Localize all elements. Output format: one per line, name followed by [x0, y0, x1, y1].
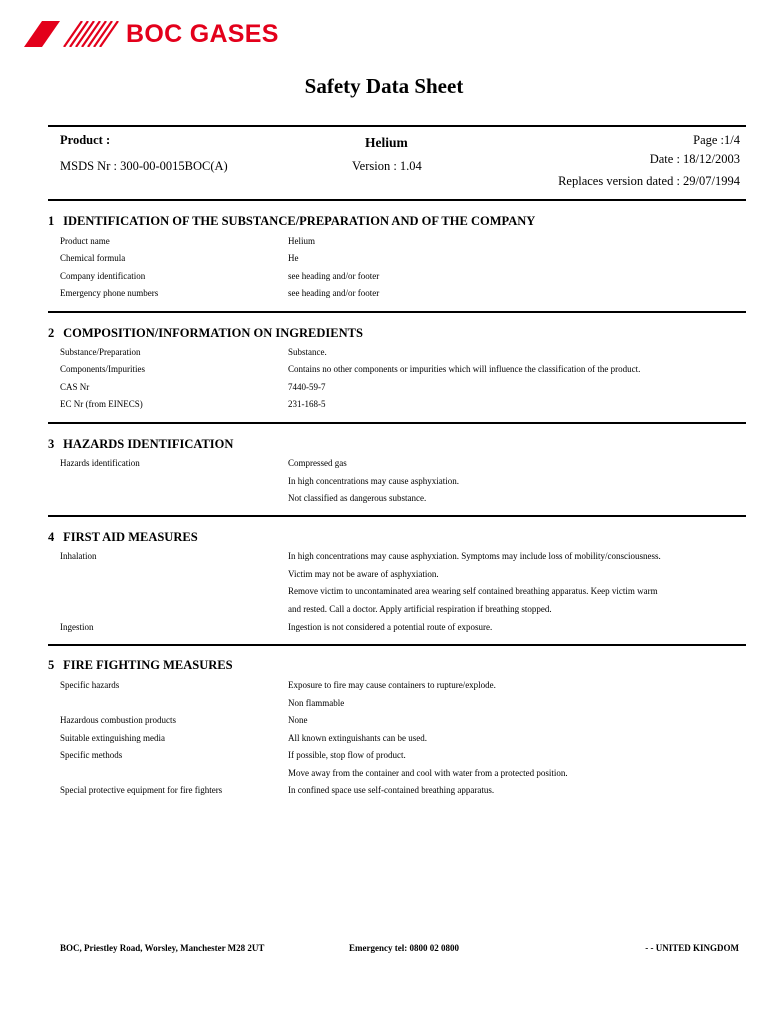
field-value: All known extinguishants can be used. [288, 733, 427, 743]
field-label: Emergency phone numbers [60, 288, 159, 298]
field-value: If possible, stop flow of product. [288, 750, 406, 760]
section-number: 2 [48, 326, 55, 340]
field-value: Substance. [288, 347, 327, 357]
section-heading: FIRST AID MEASURES [63, 530, 198, 544]
field-label: Chemical formula [60, 253, 126, 263]
msds-number: MSDS Nr : 300-00-0015BOC(A) [60, 159, 228, 173]
section-4-rule [48, 515, 746, 517]
section-number: 4 [48, 530, 55, 544]
footer-address: BOC, Priestley Road, Worsley, Manchester M28 2UT [60, 943, 265, 953]
field-value: Not classified as dangerous substance. [288, 493, 427, 503]
boc-stripes-logo-icon [24, 21, 120, 47]
footer-emergency: Emergency tel: 0800 02 0800 [349, 943, 459, 953]
version: Version : 1.04 [352, 159, 422, 173]
section-number: 5 [48, 658, 55, 672]
field-label: CAS Nr [60, 382, 90, 392]
field-value: In high concentrations may cause asphyxiation. Symptoms may include loss of mobility/consciousness. [288, 551, 661, 561]
section-number: 3 [48, 437, 55, 451]
field-label: Hazards identification [60, 458, 140, 468]
section-heading: FIRE FIGHTING MEASURES [63, 658, 233, 672]
field-label: Product name [60, 236, 110, 246]
field-value: In confined space use self-contained breathing apparatus. [288, 785, 495, 795]
field-value: and rested. Call a doctor. Apply artificial respiration if breathing stopped. [288, 604, 552, 614]
field-value: Move away from the container and cool with water from a protected position. [288, 768, 568, 778]
field-value: Compressed gas [288, 458, 347, 468]
section-2-rule [48, 311, 746, 313]
field-value: see heading and/or footer [288, 288, 380, 298]
section-2-title [48, 326, 363, 341]
section-1-rule [48, 199, 746, 201]
field-value: 7440-59-7 [288, 382, 326, 392]
field-value: None [288, 715, 308, 725]
logo-text: BOC GASES [126, 19, 279, 48]
field-value: Victim may not be aware of asphyxiation. [288, 569, 439, 579]
product-name: Helium [365, 135, 408, 150]
section-5-rule [48, 644, 746, 646]
section-heading: COMPOSITION/INFORMATION ON INGREDIENTS [63, 326, 363, 340]
field-label: Specific hazards [60, 680, 120, 690]
field-label: Substance/Preparation [60, 347, 141, 357]
field-value: He [288, 253, 299, 263]
field-value: Non flammable [288, 698, 345, 708]
field-value: Exposure to fire may cause containers to rupture/explode. [288, 680, 496, 690]
field-value: In high concentrations may cause asphyxiation. [288, 476, 459, 486]
footer-country: - - UNITED KINGDOM [645, 943, 739, 953]
boc-gases-logo [24, 18, 279, 50]
section-3-title [48, 437, 233, 452]
field-value: Contains no other components or impurities which will influence the classification of the product. [288, 364, 641, 374]
header-rule [48, 125, 746, 127]
field-label: Inhalation [60, 551, 97, 561]
field-label: Ingestion [60, 622, 94, 632]
section-3-rule [48, 422, 746, 424]
replaces-version: Replaces version dated : 29/07/1994 [558, 174, 740, 188]
section-number: 1 [48, 214, 55, 228]
field-value: Remove victim to uncontaminated area wearing self contained breathing apparatus. Keep victim warm [288, 586, 658, 596]
section-4-title [48, 530, 198, 545]
field-label: Suitable extinguishing media [60, 733, 165, 743]
date: Date : 18/12/2003 [649, 152, 740, 166]
field-label: Components/Impurities [60, 364, 145, 374]
section-heading: IDENTIFICATION OF THE SUBSTANCE/PREPARATION AND OF THE COMPANY [63, 214, 536, 228]
field-value: Ingestion is not considered a potential route of exposure. [288, 622, 493, 632]
field-label: Special protective equipment for fire fighters [60, 785, 223, 795]
field-value: 231-168-5 [288, 399, 326, 409]
field-value: Helium [288, 236, 315, 246]
field-label: Hazardous combustion products [60, 715, 176, 725]
field-value: see heading and/or footer [288, 271, 380, 281]
section-heading: HAZARDS IDENTIFICATION [63, 437, 234, 451]
field-label: Specific methods [60, 750, 123, 760]
field-label: Company identification [60, 271, 146, 281]
document-title: Safety Data Sheet [304, 74, 464, 98]
page-number: Page :1/4 [693, 133, 740, 147]
product-label: Product : [60, 133, 111, 147]
field-label: EC Nr (from EINECS) [60, 399, 143, 409]
section-1-title [48, 214, 535, 229]
section-5-title [48, 658, 233, 673]
